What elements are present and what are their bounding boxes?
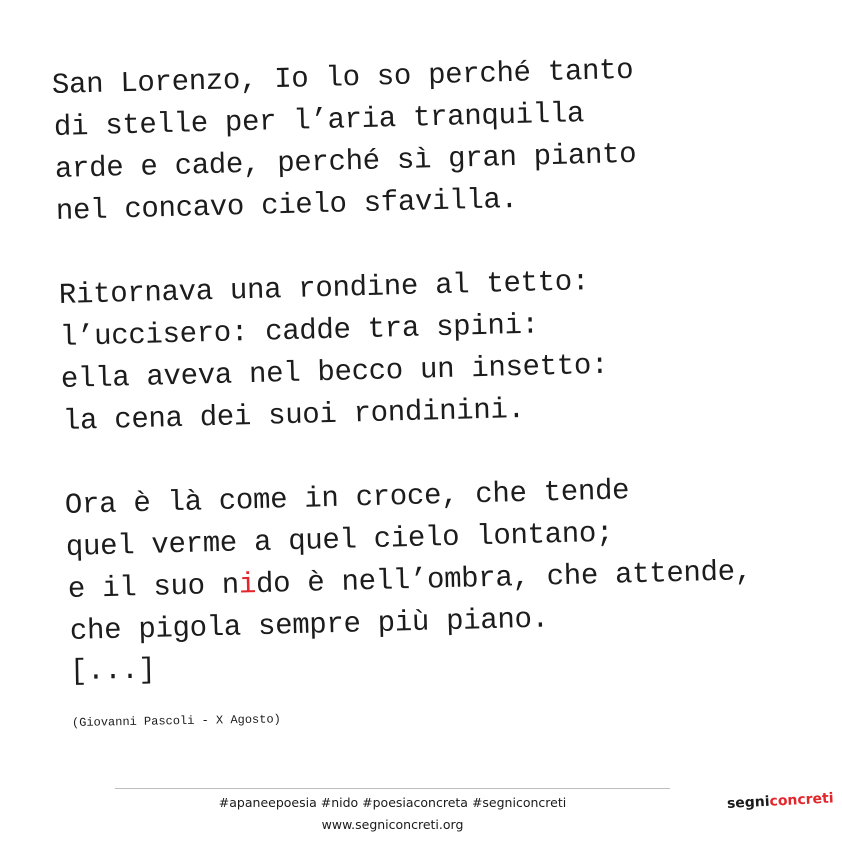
hashtags[interactable]: #apaneepoesia #nido #poesiaconcreta #segniconcreti <box>218 795 567 810</box>
logo-part-segni: segni <box>726 793 770 812</box>
poem-line: l’uccisero: cadde tra spini: <box>59 308 540 354</box>
accent-letter: i <box>238 568 257 602</box>
poem-line: di stelle per l’aria tranquilla <box>53 97 585 144</box>
poem-line: Ora è là come in croce, che tende <box>64 474 630 522</box>
poem-text-before: e il suo n <box>67 568 240 606</box>
poem-line: ella aveva nel becco un insetto: <box>60 348 609 396</box>
segniconcreti-logo <box>727 790 834 812</box>
poem-line: che pigola sempre più piano. <box>69 602 550 648</box>
website-link[interactable]: www.segniconcreti.org <box>321 817 464 832</box>
logo-part-concreti: concreti <box>769 790 834 810</box>
poem-text-after: do è nell’ombra, che attende, <box>255 555 753 602</box>
poem-line: Ritornava una rondine al tetto: <box>58 265 590 312</box>
footer-divider <box>115 788 670 789</box>
poem-ellipsis: [...] <box>69 653 156 688</box>
poem-line: la cena dei suoi rondinini. <box>62 392 526 438</box>
poem-line-nido <box>68 556 753 606</box>
poem-line: arde e cade, perché sì gran pianto <box>54 137 637 186</box>
poem-line: nel concavo cielo sfavilla. <box>55 182 519 228</box>
poem-line: San Lorenzo, Io lo so perché tanto <box>51 53 634 102</box>
attribution: (Giovanni Pascoli - X Agosto) <box>71 712 281 730</box>
poem-line: quel verme a quel cielo lontano; <box>65 516 614 564</box>
